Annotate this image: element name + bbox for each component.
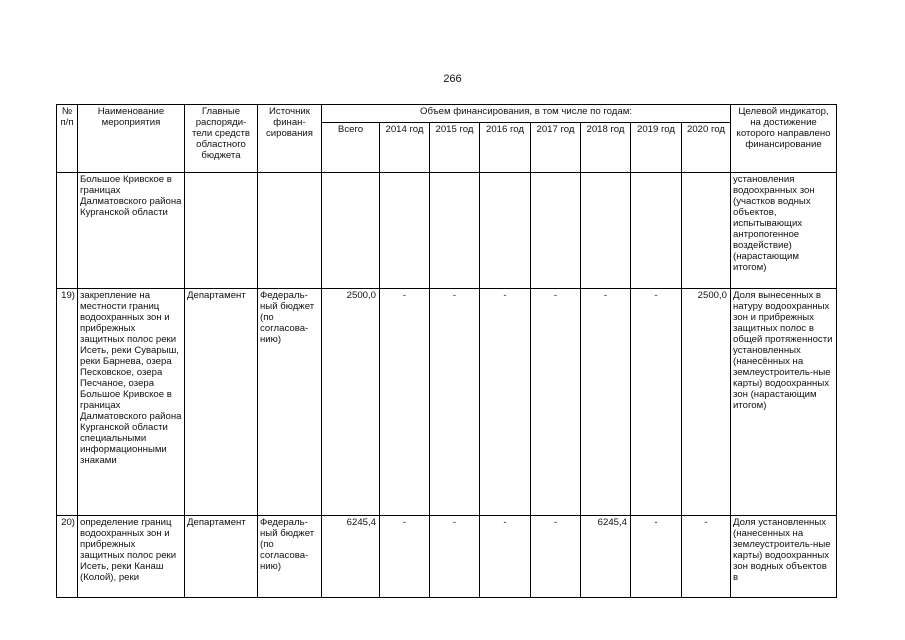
row-year-value: - <box>480 289 531 516</box>
row-total: 6245,4 <box>322 516 380 598</box>
header-year: 2015 год <box>430 123 480 173</box>
row-manager: Департамент <box>185 516 258 598</box>
header-name: Наименование мероприятия <box>78 105 185 173</box>
row-year-value: - <box>631 289 682 516</box>
row-year-value: - <box>531 289 581 516</box>
header-year: 2017 год <box>531 123 581 173</box>
row-year-value: - <box>380 289 430 516</box>
table-row <box>57 289 837 516</box>
header-volume: Объем финансирования, в том числе по годам: <box>322 105 731 123</box>
row-year-value: 2500,0 <box>682 289 731 516</box>
row-year-value <box>480 173 531 289</box>
header-year: 2019 год <box>631 123 682 173</box>
header-year: 2014 год <box>380 123 430 173</box>
row-year-value <box>581 173 631 289</box>
table-row <box>57 516 837 598</box>
row-year-value <box>380 173 430 289</box>
row-year-value: - <box>430 289 480 516</box>
row-source: Федераль-ный бюджет (по согласова-нию) <box>258 516 322 598</box>
row-name: Большое Кривское в границах Далматовского района Курганской области <box>78 173 185 289</box>
header-indicator: Целевой индикатор, на достижение которого направлено финансирование <box>731 105 837 173</box>
header-total: Всего <box>322 123 380 173</box>
row-year-value: - <box>380 516 430 598</box>
row-year-value <box>631 173 682 289</box>
row-year-value: - <box>682 516 731 598</box>
row-year-value <box>430 173 480 289</box>
header-year: 2016 год <box>480 123 531 173</box>
row-manager <box>185 173 258 289</box>
page-number: 266 <box>443 73 462 85</box>
header-managers: Главные распоряди-тели средств областного бюджета <box>185 105 258 173</box>
row-num <box>57 173 78 289</box>
row-name: определение границ водоохранных зон и прибрежных защитных полос реки Исеть, реки Канаш (Колой), реки <box>78 516 185 598</box>
financing-table <box>56 104 837 598</box>
row-manager: Департамент <box>185 289 258 516</box>
row-year-value <box>531 173 581 289</box>
row-source: Федераль-ный бюджет (по согласова-нию) <box>258 289 322 516</box>
row-year-value: - <box>581 289 631 516</box>
row-year-value: - <box>631 516 682 598</box>
row-year-value: - <box>531 516 581 598</box>
header-source: Источник финан-сирования <box>258 105 322 173</box>
header-num: № п/п <box>57 105 78 173</box>
row-num: 20) <box>57 516 78 598</box>
row-year-value <box>682 173 731 289</box>
header-year: 2020 год <box>682 123 731 173</box>
row-year-value: - <box>430 516 480 598</box>
row-num: 19) <box>57 289 78 516</box>
row-year-value: - <box>480 516 531 598</box>
row-total <box>322 173 380 289</box>
row-indicator: Доля установленных (нанесенных на землеустроитель-ные карты) водоохранных зон водных объектов в <box>731 516 837 598</box>
row-indicator: установления водоохранных зон (участков водных объектов, испытывающих антропогенное воздействие) (нарастающим итогом) <box>731 173 837 289</box>
row-indicator: Доля вынесенных в натуру водоохранных зон и прибрежных защитных полос в общей протяженности установленных (нанесённых на землеустроитель-ные карты) водоохранных зон (нарастающим итогом) <box>731 289 837 516</box>
row-name: закрепление на местности границ водоохранных зон и прибрежных защитных полос реки Исеть, реки Суварыш, реки Барнева, озера Песковское, озера Песчаное, озера Большое Кривское в границах Далматовского района Курганской области специальными информационными знаками <box>78 289 185 516</box>
row-total: 2500,0 <box>322 289 380 516</box>
row-year-value: 6245,4 <box>581 516 631 598</box>
row-source <box>258 173 322 289</box>
header-year: 2018 год <box>581 123 631 173</box>
table-row <box>57 173 837 289</box>
